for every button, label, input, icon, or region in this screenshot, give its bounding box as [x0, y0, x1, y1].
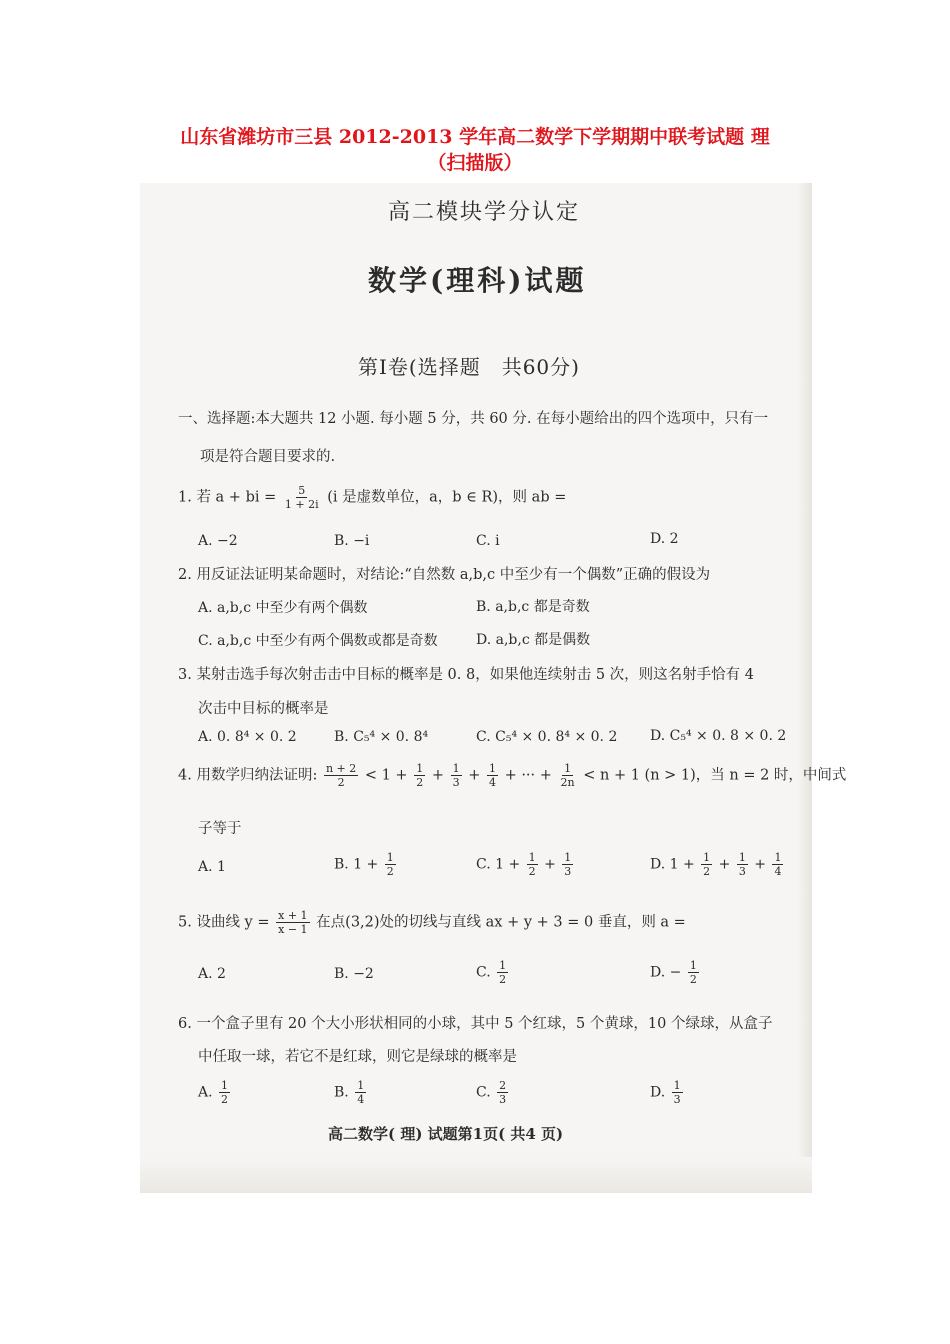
document-title: 山东省潍坊市三县 2012-2013 学年高二数学下学期期中联考试题 理	[180, 126, 770, 148]
scan-bottom-edge	[140, 1157, 812, 1193]
fraction: $\frac{1}{2}$	[703, 851, 711, 878]
fraction: $\frac{1}{2}$	[386, 851, 394, 878]
q2-option-c: C. a,b,c 中至少有两个偶数或都是奇数	[198, 633, 438, 649]
q4-option-a: A. 1	[198, 859, 226, 875]
fraction: $\frac{n + 2}{2}$	[325, 762, 357, 789]
fraction: $\frac{1}{2}$	[221, 1079, 229, 1106]
q6-option-c: C. $\frac{2}{3}$	[476, 1079, 507, 1106]
q6-option-d: D. $\frac{1}{3}$	[650, 1079, 681, 1106]
fraction: $\frac{1}{3}$	[738, 851, 746, 878]
instructions-line-2: 项是符合题目要求的.	[200, 449, 336, 465]
q5-option-c: C. $\frac{1}{2}$	[476, 959, 507, 986]
q6-option-a: A. $\frac{1}{2}$	[198, 1079, 229, 1106]
fraction: $\frac{1}{2n}$	[560, 762, 575, 789]
fraction: $\frac{1}{3}$	[673, 1079, 681, 1106]
q1-option-a: A. −2	[198, 533, 238, 549]
q1-option-c: C. i	[476, 533, 500, 549]
q3-option-a: A. 0. 8⁴ × 0. 2	[198, 729, 297, 745]
fraction: $\frac{1}{2}$	[499, 959, 507, 986]
scan-edge	[798, 183, 812, 1193]
q4-option-d: D. 1 + $\frac{1}{2}$ + $\frac{1}{3}$ + $\frac{1}{4}$	[650, 851, 782, 878]
q2-option-b: B. a,b,c 都是奇数	[476, 599, 590, 615]
q1-option-b: B. −i	[334, 533, 370, 549]
fraction: $\frac{1}{3}$	[452, 762, 460, 789]
fraction: $\frac{1}{4}$	[357, 1079, 365, 1106]
fraction: $\frac{1}{4}$	[488, 762, 496, 789]
question-4-line-2: 子等于	[198, 821, 242, 837]
instructions-line-1: 一、选择题:本大题共 12 小题. 每小题 5 分，共 60 分. 在每小题给出的四个选项中，只有一	[178, 411, 769, 427]
q5-option-d: D. − $\frac{1}{2}$	[650, 959, 697, 986]
q6-option-b: B. $\frac{1}{4}$	[334, 1079, 365, 1106]
section-title: 第Ⅰ卷(选择题 共60分)	[358, 355, 580, 379]
q1-option-d: D. 2	[650, 531, 679, 547]
q4-option-c: C. 1 + $\frac{1}{2}$ + $\frac{1}{3}$	[476, 851, 572, 878]
question-3-line-1: 3. 某射击选手每次射击击中目标的概率是 0. 8，如果他连续射击 5 次，则这名射手恰有 4	[178, 667, 754, 683]
exam-subtitle: 高二模块学分认定	[388, 200, 581, 225]
fraction: $\frac{1}{2}$	[416, 762, 424, 789]
q3-option-c: C. C₅⁴ × 0. 8⁴ × 0. 2	[476, 729, 618, 745]
question-4-line-1: 4. 用数学归纳法证明: $\frac{n + 2}{2}$ < 1 + $\frac{1}{2}$ + $\frac{1}{3}$ + $\frac{1}{4}$ + ··· + $\frac{1}{2n}$ < n + 1 (n > 1)，当 n = 2 时，中间式	[178, 762, 847, 789]
q3-option-d: D. C₅⁴ × 0. 8 × 0. 2	[650, 728, 787, 744]
fraction: $\frac{1}{3}$	[564, 851, 572, 878]
q2-option-d: D. a,b,c 都是偶数	[476, 632, 591, 648]
fraction: $\frac{x + 1}{x - 1}$	[278, 909, 308, 936]
fraction: $\frac{1}{2}$	[689, 959, 697, 986]
question-6-line-2: 中任取一球，若它不是红球，则它是绿球的概率是	[198, 1049, 517, 1065]
fraction: $\frac{5}{1 + 2i}$	[284, 484, 319, 511]
fraction: $\frac{1}{4}$	[774, 851, 782, 878]
fraction: $\frac{2}{3}$	[499, 1079, 507, 1106]
question-3-line-2: 次击中目标的概率是	[198, 701, 329, 717]
document-subtitle: （扫描版）	[427, 152, 523, 174]
question-6-line-1: 6. 一个盒子里有 20 个大小形状相同的小球，其中 5 个红球，5 个黄球，10 个绿球，从盒子	[178, 1016, 773, 1032]
exam-main-title: 数学(理科)试题	[368, 264, 587, 297]
question-2: 2. 用反证法证明某命题时，对结论:“自然数 a,b,c 中至少有一个偶数”正确的假设为	[178, 567, 711, 583]
q2-option-a: A. a,b,c 中至少有两个偶数	[198, 600, 368, 616]
scanned-page	[140, 183, 847, 1193]
q5-option-b: B. −2	[334, 966, 374, 982]
q3-option-b: B. C₅⁴ × 0. 8⁴	[334, 729, 429, 745]
q4-option-b: B. 1 + $\frac{1}{2}$	[334, 851, 394, 878]
fraction: $\frac{1}{2}$	[528, 851, 536, 878]
question-5: 5. 设曲线 y = $\frac{x + 1}{x - 1}$ 在点(3,2)处的切线与直线 ax + y + 3 = 0 垂直，则 a =	[178, 909, 686, 936]
q5-option-a: A. 2	[198, 966, 226, 982]
page-footer: 高二数学( 理) 试题第1页( 共4 页)	[328, 1125, 564, 1143]
question-1: 1. 若 a + bi = $\frac{5}{1 + 2i}$ (i 是虚数单位，a，b ∈ R)，则 ab =	[178, 484, 567, 511]
